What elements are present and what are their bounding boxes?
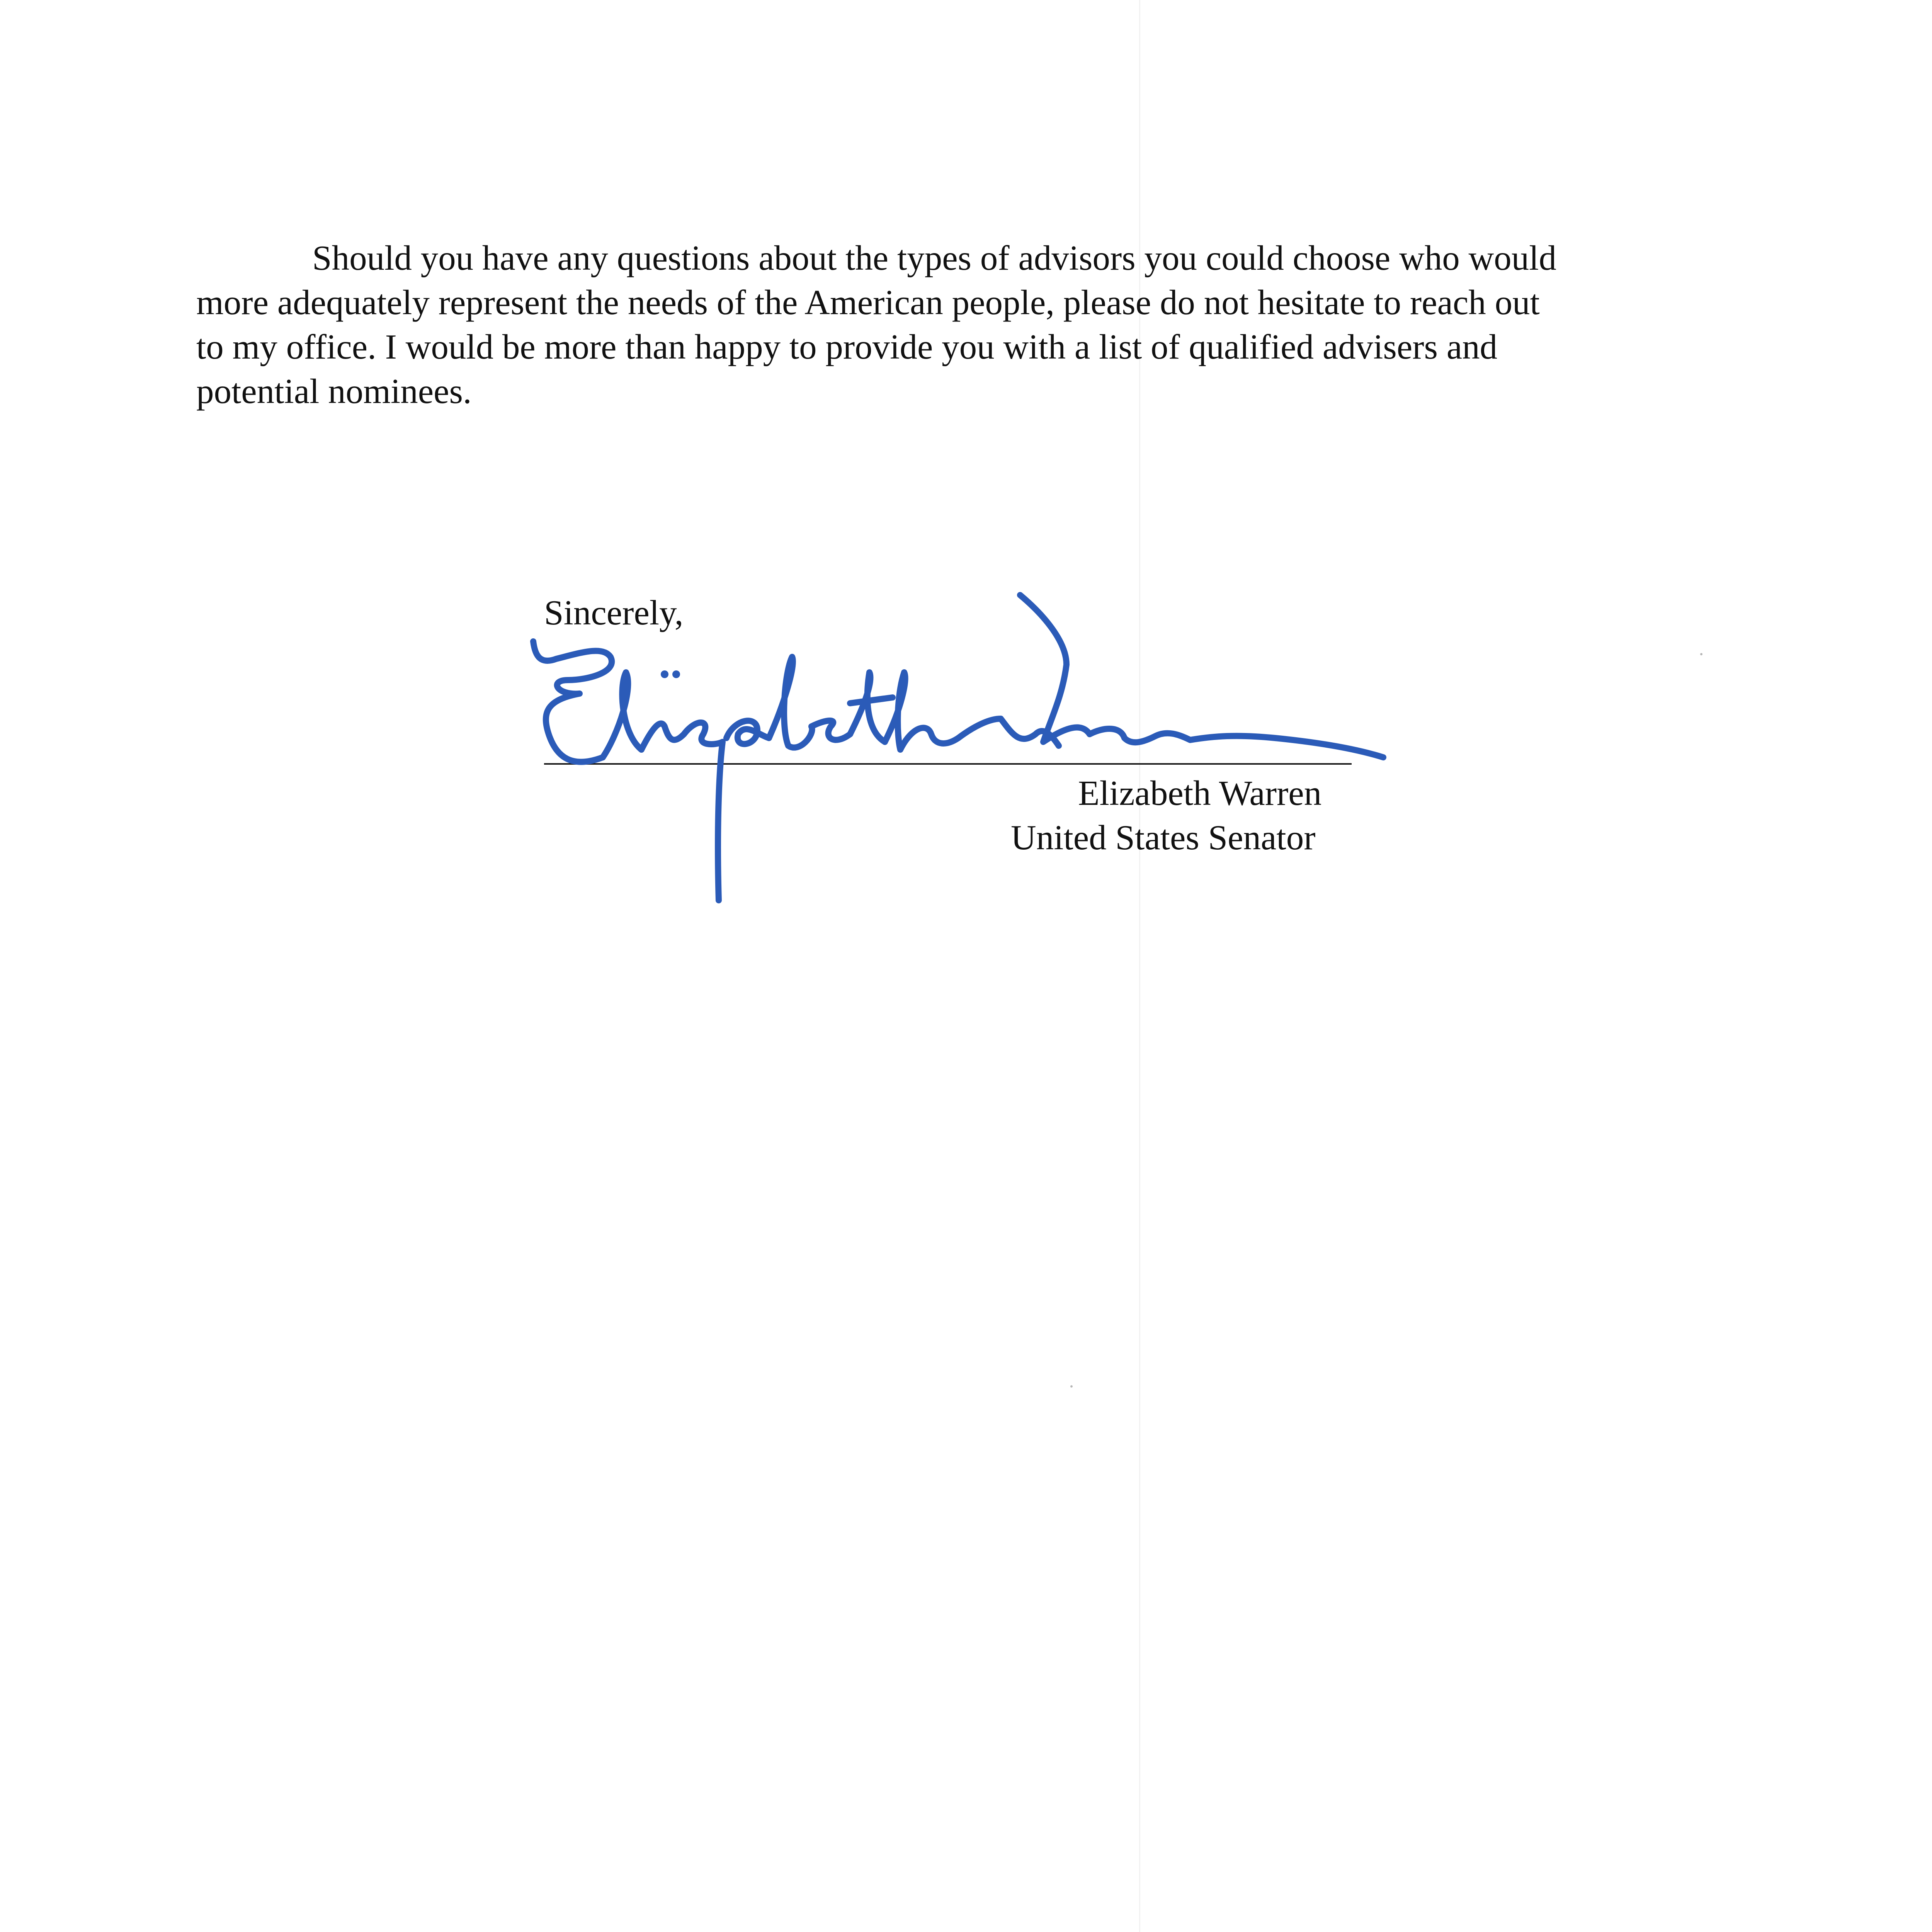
paragraph-line: Should you have any questions about the types of advisors you could choose who would — [312, 238, 1556, 277]
closing-paragraph — [196, 236, 1696, 413]
signer-name: Elizabeth Warren — [1078, 774, 1322, 813]
paragraph-line: more adequately represent the needs of the American people, please do not hesitate to reach out — [196, 283, 1540, 322]
paragraph-line: to my office. I would be more than happy to provide you with a list of qualified advisers and — [196, 327, 1498, 366]
scan-speck — [1700, 653, 1702, 655]
paragraph-line: potential nominees. — [196, 372, 472, 411]
closing-salutation: Sincerely, — [544, 593, 684, 632]
signature-line — [544, 763, 1352, 765]
scan-speck — [1070, 1385, 1073, 1388]
signer-title: United States Senator — [1011, 818, 1316, 857]
